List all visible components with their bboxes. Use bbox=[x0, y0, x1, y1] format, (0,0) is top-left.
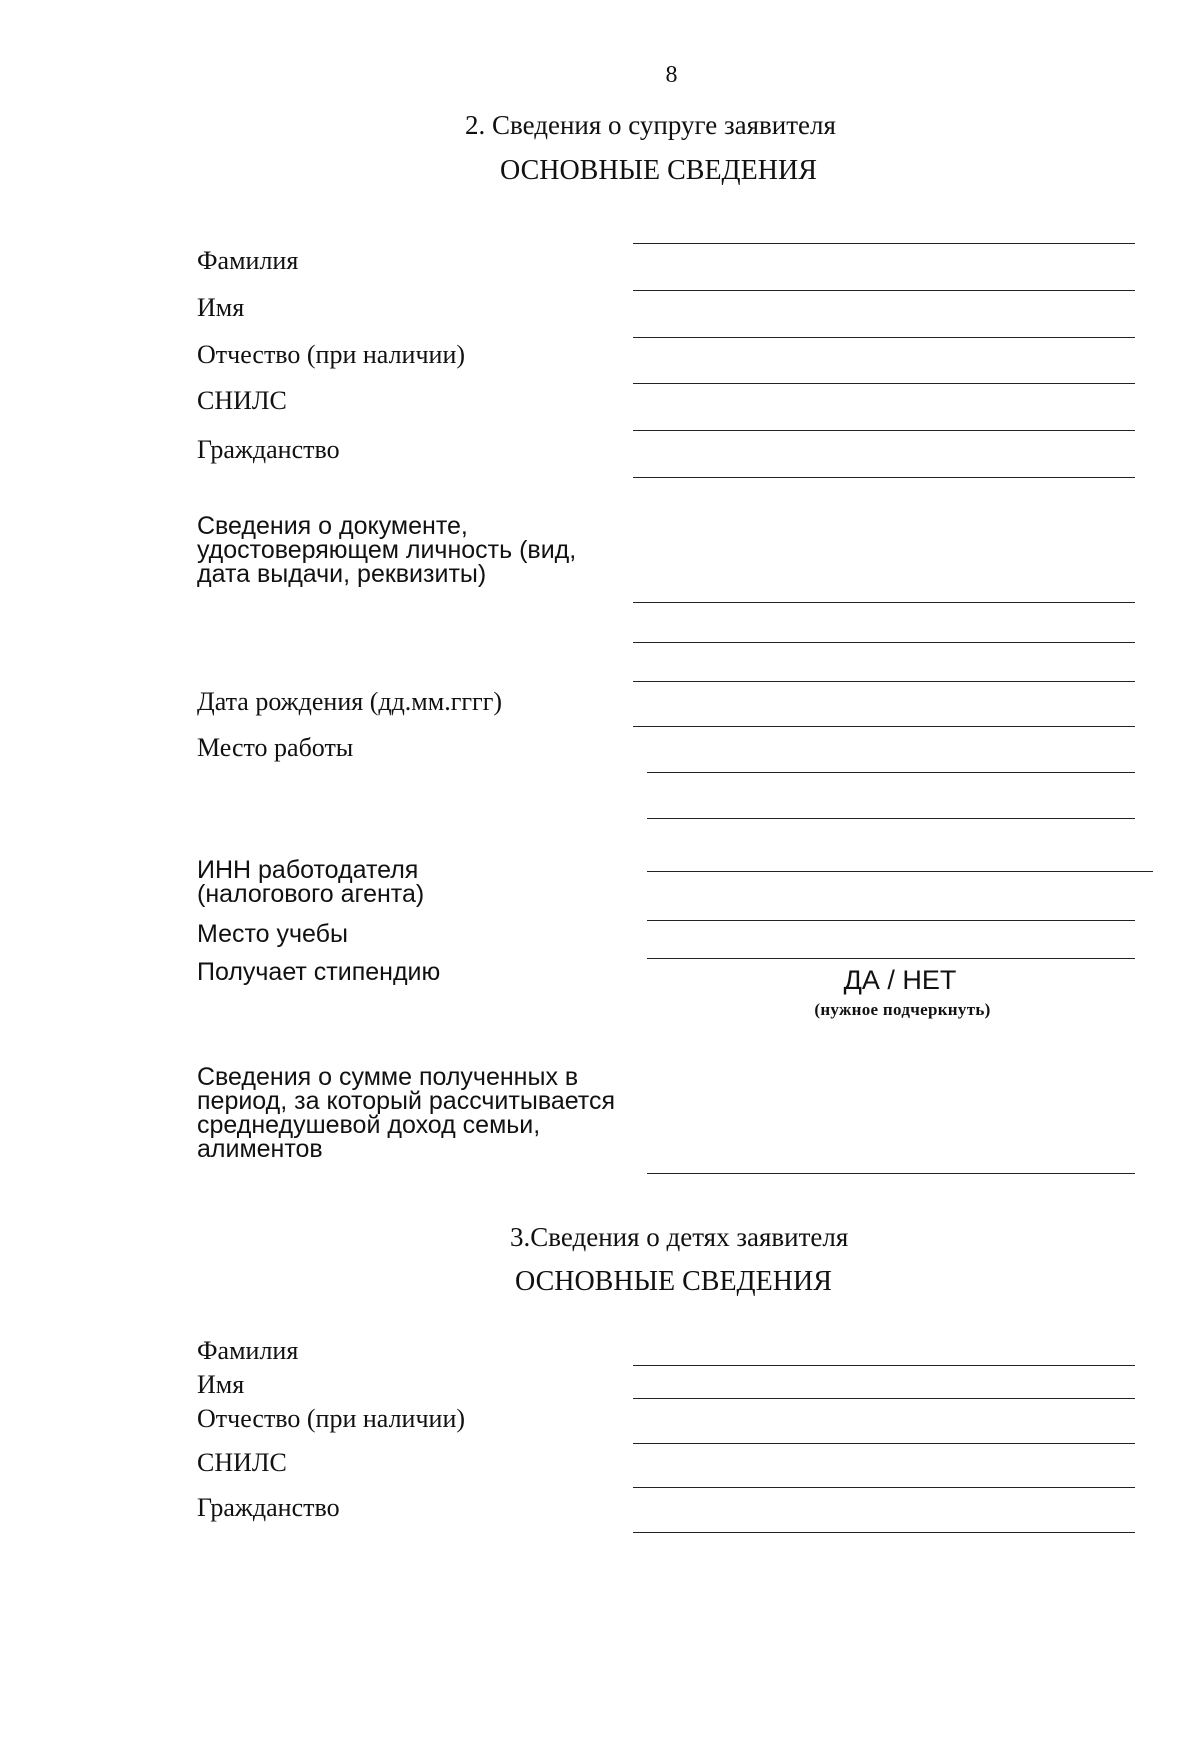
spouse-surname-field[interactable] bbox=[633, 243, 1135, 244]
spouse-section-title: 2. Сведения о супруге заявителя bbox=[465, 110, 836, 140]
spouse-alimony-field[interactable] bbox=[647, 1173, 1135, 1174]
child-surname-field[interactable] bbox=[633, 1365, 1135, 1366]
child-citizenship-field[interactable] bbox=[633, 1532, 1135, 1533]
scholarship-hint: (нужное подчеркнуть) bbox=[814, 1000, 991, 1019]
child-snils-field[interactable] bbox=[633, 1487, 1135, 1488]
spouse-patronymic-label: Отчество (при наличии) bbox=[197, 340, 466, 369]
spouse-alimony-label: Сведения о сумме полученных в период, за который рассчитывается среднедушевой доход семьи, алиментов bbox=[197, 1063, 616, 1163]
spouse-workplace-field-1[interactable] bbox=[647, 772, 1135, 773]
spouse-citizenship-label: Гражданство bbox=[197, 435, 340, 464]
spouse-study-place-label: Место учебы bbox=[197, 920, 348, 948]
child-citizenship-label: Гражданство bbox=[197, 1493, 340, 1522]
spouse-scholarship-line[interactable] bbox=[647, 958, 1135, 959]
spouse-name-label: Имя bbox=[197, 293, 245, 322]
child-snils-label: СНИЛС bbox=[197, 1448, 287, 1477]
spouse-citizenship-extra-line[interactable] bbox=[633, 477, 1135, 478]
spouse-study-place-field[interactable] bbox=[647, 920, 1135, 921]
child-patronymic-field[interactable] bbox=[633, 1443, 1135, 1444]
spouse-id-document-field-3[interactable] bbox=[633, 681, 1135, 682]
children-section-subtitle: ОСНОВНЫЕ СВЕДЕНИЯ bbox=[515, 1266, 832, 1297]
spouse-id-document-label: Сведения о документе, удостоверяющем личность (вид, дата выдачи, реквизиты) bbox=[197, 512, 577, 588]
children-section-title: 3.Сведения о детях заявителя bbox=[510, 1222, 849, 1252]
spouse-id-document-field-2[interactable] bbox=[633, 642, 1135, 643]
scholarship-options[interactable]: ДА / НЕТ bbox=[843, 965, 957, 995]
spouse-workplace-label: Место работы bbox=[197, 733, 354, 762]
child-patronymic-label: Отчество (при наличии) bbox=[197, 1404, 466, 1433]
spouse-birth-date-label: Дата рождения (дд.мм.гггг) bbox=[197, 687, 503, 716]
spouse-surname-label: Фамилия bbox=[197, 246, 299, 275]
spouse-snils-label: СНИЛС bbox=[197, 386, 287, 415]
spouse-name-field[interactable] bbox=[633, 290, 1135, 291]
spouse-citizenship-field[interactable] bbox=[633, 430, 1135, 431]
spouse-workplace-field-2[interactable] bbox=[647, 818, 1135, 819]
spouse-snils-field[interactable] bbox=[633, 383, 1135, 384]
spouse-birth-date-field[interactable] bbox=[633, 726, 1135, 727]
spouse-scholarship-label: Получает стипендию bbox=[197, 958, 441, 986]
spouse-employer-inn-label: ИНН работодателя (налогового агента) bbox=[197, 856, 425, 908]
spouse-section-subtitle: ОСНОВНЫЕ СВЕДЕНИЯ bbox=[500, 155, 817, 186]
spouse-patronymic-field[interactable] bbox=[633, 337, 1135, 338]
child-surname-label: Фамилия bbox=[197, 1336, 299, 1365]
spouse-id-document-field-1[interactable] bbox=[633, 602, 1135, 603]
spouse-employer-inn-field[interactable] bbox=[647, 871, 1153, 872]
page-number: 8 bbox=[665, 62, 678, 88]
child-name-label: Имя bbox=[197, 1370, 245, 1399]
child-name-field[interactable] bbox=[633, 1398, 1135, 1399]
